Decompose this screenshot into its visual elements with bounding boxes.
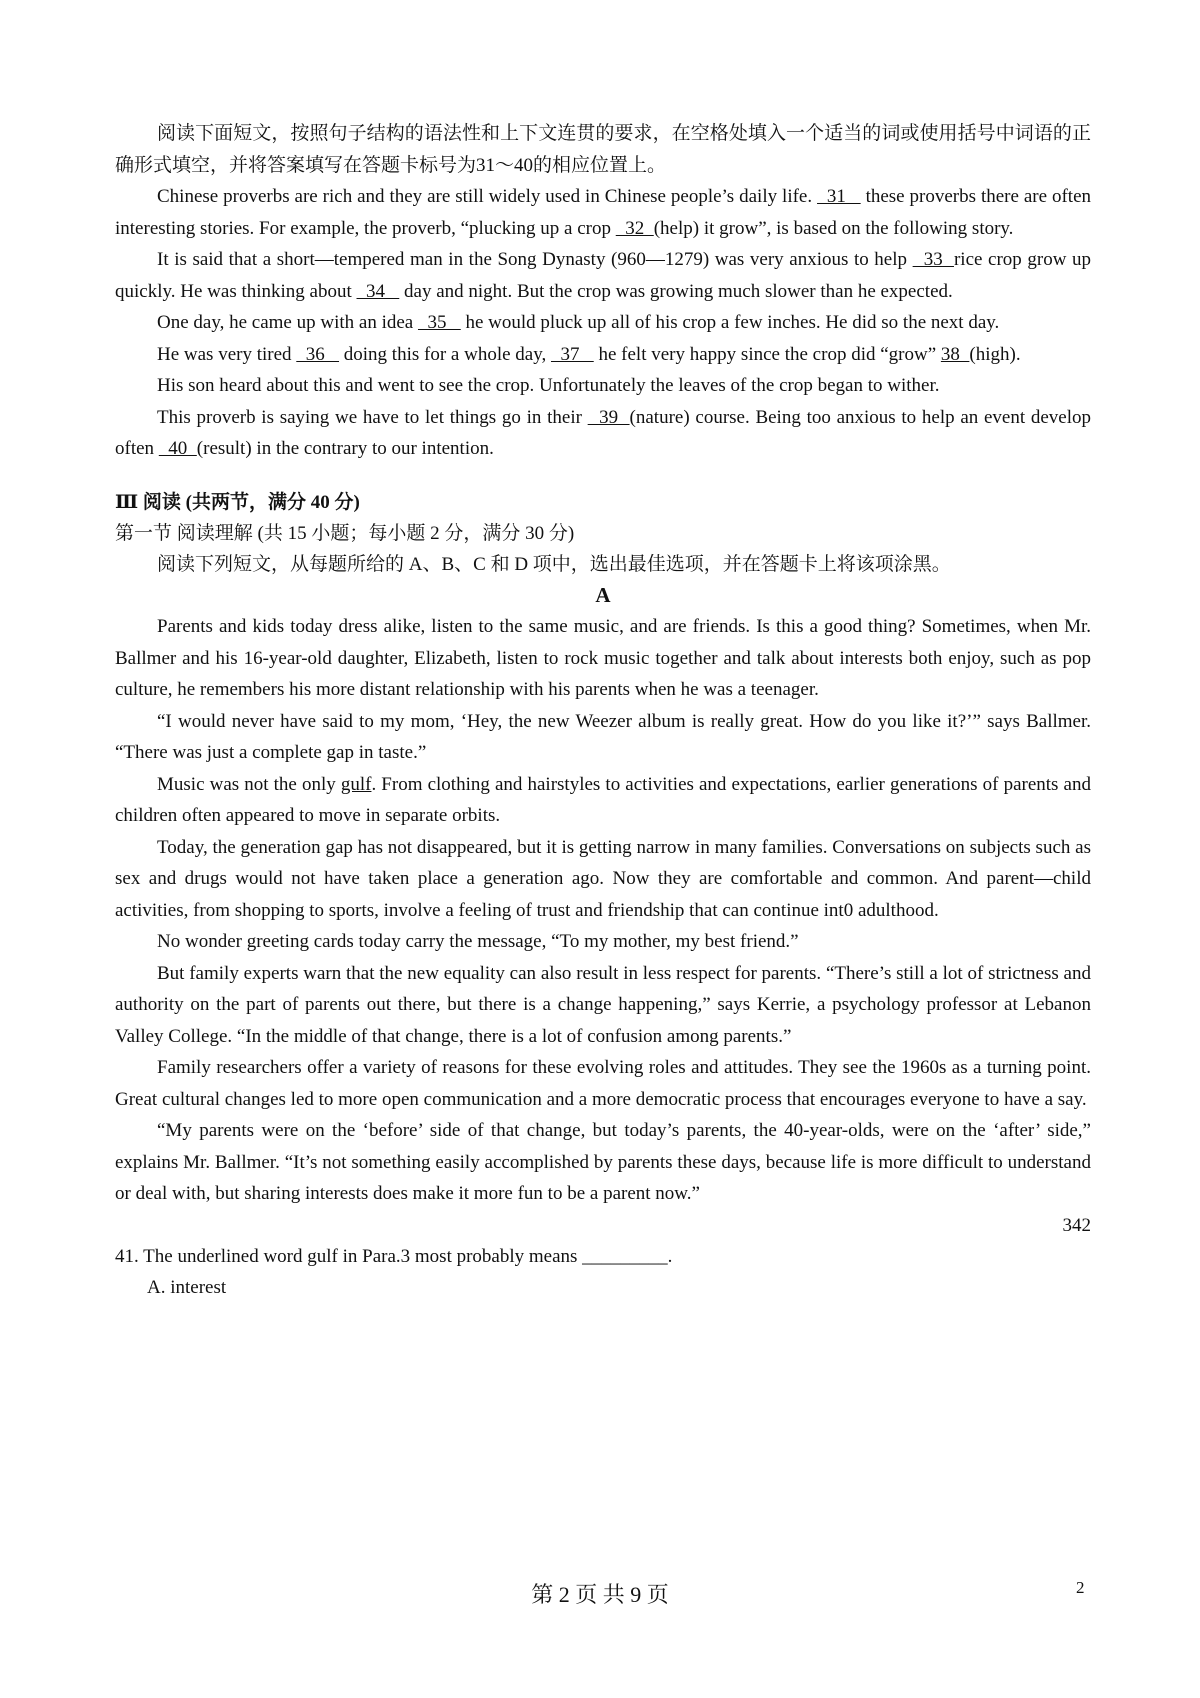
passage-paragraph-2: “I would never have said to my mom, ‘Hey, the new Weezer album is really great. How do you like it?’” says Ballmer. “There was just a complete gap in taste.” [115, 710, 1091, 763]
exam-page [115, 118, 1091, 1303]
blank-38: 38 [940, 343, 970, 365]
blank-32: 32 [615, 217, 654, 239]
text: day and night. But the crop was growing much slower than he expected. [399, 280, 953, 302]
passage-paragraph-8: “My parents were on the ‘before’ side of that change, but today’s parents, the 40-year-olds, were on the ‘after’ side,” explains Mr. Ballmer. “It’s not something easily accomplished by parents these days, because life is more difficult to understand or deal with, but sharing interests does make it more fun to be a parent now.” [115, 1120, 1091, 1204]
cloze-paragraph-5: His son heard about this and went to see the crop. Unfortunately the leaves of the crop began to wither. [157, 375, 940, 396]
subsection-title: 第一节 阅读理解 (共 15 小题；每小题 2 分，满分 30 分) [115, 522, 575, 544]
option-a: A. interest [147, 1276, 227, 1298]
blank-34: 34 [356, 280, 400, 302]
passage-paragraph-1: Parents and kids today dress alike, listen to the same music, and are friends. Is this a good thing? Sometimes, when Mr. Ballmer and his 16-year-old daughter, Elizabeth, listen to rock music together and talk about interests both enjoy, such as pop culture, he remembers his more distant relationship with his parents when he was a teenager. [115, 616, 1091, 700]
blank-37: 37 [550, 343, 594, 365]
text: One day, he came up with an idea [157, 312, 418, 333]
reading-instruction: 阅读下列短文，从每题所给的 A、B、C 和 D 项中，选出最佳选项，并在答题卡上将该项涂黑。 [157, 553, 951, 575]
text: (nature) course. Being too anxious to help an event develop often [115, 406, 1091, 459]
cloze-paragraph-2 [115, 244, 1091, 307]
text: He was very tired [157, 343, 297, 365]
text: (result) in the contrary to our intention. [196, 438, 494, 459]
blank-35: 35 [417, 312, 461, 333]
text: . From clothing and hairstyles to activities and expectations, earlier generations of parents and children often appeared to move in separate orbits. [115, 773, 1091, 826]
text: he felt very happy since the crop did “grow” [593, 343, 941, 365]
underlined-word: gulf [340, 773, 372, 795]
text: Music was not the only [157, 773, 341, 795]
question-41: 41. The underlined word gulf in Para.3 most probably means _________. [115, 1245, 673, 1267]
spacer [115, 465, 1091, 487]
text: It is said that a short—tempered man in the Song Dynasty (960—1279) was very anxious to help [157, 249, 913, 270]
word-count: 342 [1062, 1214, 1091, 1236]
text: (help) it grow”, is based on the following story. [653, 217, 1014, 239]
passage-paragraph-5: No wonder greeting cards today carry the message, “To my mother, my best friend.” [157, 931, 799, 952]
blank-36: 36 [296, 343, 340, 365]
blank-33: 33 [912, 249, 954, 270]
blank-40: 40 [158, 438, 197, 459]
blank-31: 31 [817, 186, 861, 207]
text: these proverbs there are often interesting stories. For example, the proverb, “plucking up a crop [115, 186, 1091, 239]
passage-paragraph-3 [115, 769, 1091, 832]
blank-39: 39 [587, 406, 630, 428]
text: doing this for a whole day, [339, 343, 551, 365]
passage-paragraph-4: Today, the generation gap has not disappeared, but it is getting narrow in many families. Conversations on subjects such as sex and drugs would not have taken place a generation ago. Now they are comfortable and common. And parent—child activities, from shopping to sports, involve a feeling of trust and friendship that can continue int0 adulthood. [115, 836, 1091, 921]
cloze-paragraph-1 [115, 181, 1091, 244]
text: Chinese proverbs are rich and they are still widely used in Chinese people’s daily life. [157, 186, 818, 207]
page-footer: 第 2 页 共 9 页 [531, 1582, 669, 1607]
text: (high). [969, 343, 1021, 365]
cloze-paragraph-4 [115, 339, 1091, 371]
passage-paragraph-6: But family experts warn that the new equality can also result in less respect for parents. “There’s still a lot of strictness and authority on the part of parents out there, but there is a change happening,” says Kerrie, a psychology professor at Lebanon Valley College. “In the middle of that change, there is a lot of confusion among parents.” [115, 962, 1091, 1047]
passage-label: A [595, 583, 611, 607]
cloze-instruction: 阅读下面短文，按照句子结构的语法性和上下文连贯的要求，在空格处填入一个适当的词或使用括号中词语的正确形式填空，并将答案填写在答题卡标号为31～40的相应位置上。 [115, 123, 1091, 176]
page-number: 2 [1076, 1578, 1085, 1597]
passage-paragraph-7: Family researchers offer a variety of reasons for these evolving roles and attitudes. They see the 1960s as a turning point. Great cultural changes led to more open communication and a more democratic process that encourages everyone to have a say. [115, 1057, 1091, 1110]
cloze-paragraph-3 [115, 307, 1091, 339]
text: rice crop grow up quickly. He was thinking about [115, 249, 1092, 302]
cloze-paragraph-6 [115, 402, 1091, 465]
text: he would pluck up all of his crop a few inches. He did so the next day. [460, 312, 1000, 333]
section-title: Ⅲ 阅读 (共两节，满分 40 分) [115, 491, 360, 513]
text: This proverb is saying we have to let things go in their [157, 406, 588, 428]
